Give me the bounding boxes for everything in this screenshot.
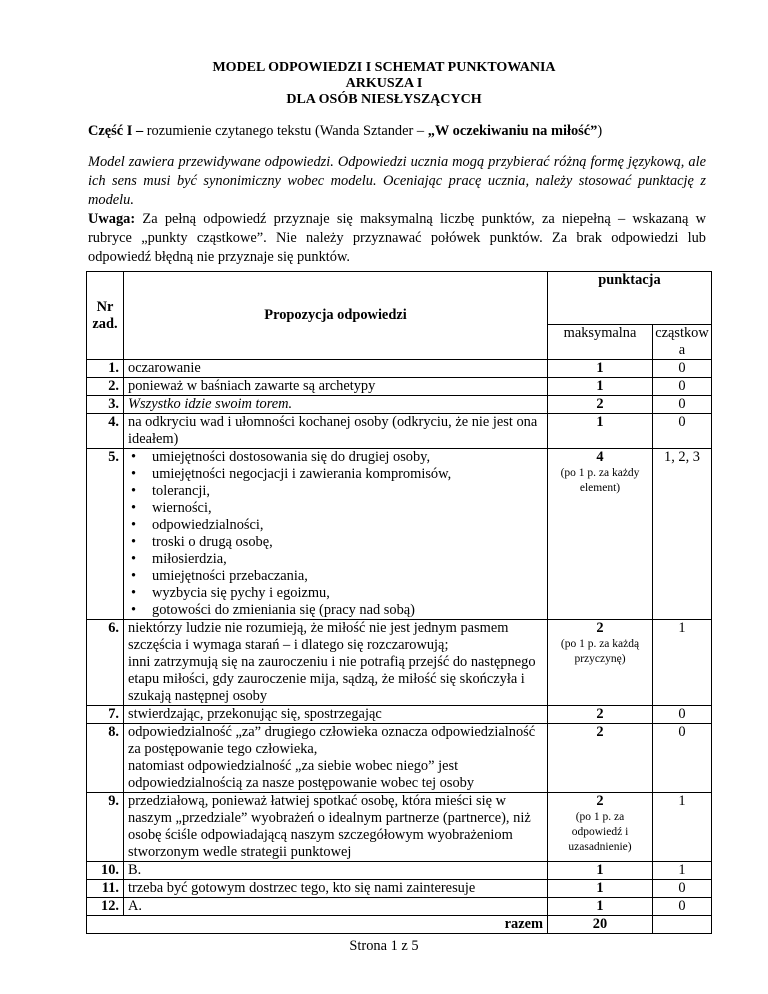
- table-row: [87, 620, 712, 706]
- answer-bullet: • wyzbycia się pychy i egoizmu,: [128, 585, 547, 602]
- answer-bullet: • odpowiedzialności,: [128, 517, 547, 534]
- total-empty: [653, 916, 712, 934]
- header-row: [87, 272, 712, 325]
- task-number: 7.: [87, 706, 124, 724]
- answer-cell: [124, 880, 548, 898]
- header-scoring: punktacja: [548, 272, 712, 325]
- answer-line: inni zatrzymują się na zauroczeniu i nie potrafią przejść do następnego etapu miłości, gdy zauroczenie mija, sądzą, że miłość się skończyła i szukają następnej osoby: [128, 654, 536, 704]
- answer-cell: [124, 396, 548, 414]
- note-text: Za pełną odpowiedź przyznaje się maksymalną liczbę punktów, za niepełną – wskazaną w rubryce „punkty cząstkowe”. Nie należy przyznawać połówek punktów. Za brak odpowiedzi lub odpowiedź błędną nie przyznaje się punktów.: [88, 211, 706, 265]
- max-note: (po 1 p. za każdy element): [560, 467, 640, 494]
- task-number: 1.: [87, 360, 124, 378]
- max-value: 2: [596, 724, 604, 740]
- answer-bullet: • troski o drugą osobę,: [128, 534, 547, 551]
- max-value: 1: [596, 862, 604, 878]
- max-value: 1: [596, 378, 604, 394]
- max-value: 1: [596, 880, 604, 896]
- partial-points: 0: [653, 378, 712, 396]
- answer-cell: [124, 378, 548, 396]
- scoring-table: [86, 271, 712, 934]
- task-number: 4.: [87, 414, 124, 449]
- max-points: [548, 706, 653, 724]
- part-heading: [88, 123, 602, 140]
- table-row: [87, 360, 712, 378]
- partial-points: 0: [653, 880, 712, 898]
- answer-bullet: • umiejętności przebaczania,: [128, 568, 547, 585]
- max-points: [548, 793, 653, 862]
- partial-points: 0: [653, 360, 712, 378]
- max-value: 2: [596, 620, 604, 636]
- header-partial: cząstkowa: [653, 325, 712, 360]
- answer-cell: [124, 414, 548, 449]
- answer-bullet: • umiejętności negocjacji i zawierania kompromisów,: [128, 466, 547, 483]
- task-number: 11.: [87, 880, 124, 898]
- max-points: [548, 360, 653, 378]
- answer-line: trzeba być gotowym dostrzec tego, kto się nami zainteresuje: [128, 880, 476, 896]
- max-points: [548, 449, 653, 620]
- max-points: [548, 724, 653, 793]
- intro-italic: Model zawiera przewidywane odpowiedzi. Odpowiedzi ucznia mogą przybierać różną formę językową, ale ich sens musi być synonimiczny wobec modelu. Oceniając pracę ucznia, należy stosować punktację z modelu.: [88, 154, 706, 208]
- title-line-3: DLA OSÓB NIESŁYSZĄCYCH: [286, 92, 482, 107]
- intro-note: [88, 210, 706, 267]
- partial-points: 0: [653, 396, 712, 414]
- max-points: [548, 396, 653, 414]
- total-label: razem: [87, 916, 548, 934]
- answer-cell: [124, 724, 548, 793]
- answer-line: odpowiedzialność „za” drugiego człowieka oznacza odpowiedzialność za postępowanie tego człowieka,: [128, 724, 536, 757]
- intro-paragraph: [88, 153, 706, 267]
- answer-line: przedziałową, ponieważ łatwiej spotkać osobę, która mieści się w naszym „przedziale” wyobrażeń o idealnym partnerze (partnerce), niż osobę ściśle odpowiadającą naszym szczegółowym wyobrażeniom stworzonym wedle strategii punktowej: [128, 793, 531, 860]
- answer-cell: [124, 793, 548, 862]
- note-label: Uwaga:: [88, 211, 136, 227]
- answer-line: na odkryciu wad i ułomności kochanej osoby (odkryciu, że nie jest ona ideałem): [128, 414, 538, 447]
- part-label: Część I –: [88, 123, 144, 139]
- answer-line: natomiast odpowiedzialność „za siebie wobec niego” jest odpowiedzialnością za nasze postępowanie wobec tej osoby: [128, 758, 475, 791]
- answer-bullet: • wierności,: [128, 500, 547, 517]
- answer-line: oczarowanie: [128, 360, 201, 376]
- partial-points: 0: [653, 724, 712, 793]
- answer-line: Wszystko idzie swoim torem.: [128, 396, 293, 412]
- max-points: [548, 880, 653, 898]
- title-line-2: ARKUSZA I: [345, 76, 423, 91]
- table-row: [87, 898, 712, 916]
- max-points: [548, 620, 653, 706]
- max-note: (po 1 p. za odpowiedź i uzasadnienie): [568, 811, 632, 853]
- table-row: [87, 414, 712, 449]
- title-line-1: MODEL ODPOWIEDZI I SCHEMAT PUNKTOWANIA: [212, 60, 556, 75]
- max-value: 1: [596, 898, 604, 914]
- task-number: 5.: [87, 449, 124, 620]
- partial-points: 1, 2, 3: [653, 449, 712, 620]
- partial-points: 0: [653, 706, 712, 724]
- table-row: [87, 378, 712, 396]
- answer-line: A.: [128, 898, 142, 914]
- partial-points: 1: [653, 793, 712, 862]
- table-row: [87, 724, 712, 793]
- part-close: ): [597, 123, 603, 139]
- total-row: [87, 916, 712, 934]
- table-row: [87, 706, 712, 724]
- task-number: 10.: [87, 862, 124, 880]
- table-row: [87, 396, 712, 414]
- max-value: 4: [596, 449, 604, 465]
- max-value: 2: [596, 706, 604, 722]
- answer-cell: [124, 862, 548, 880]
- header-proposal: Propozycja odpowiedzi: [124, 272, 548, 360]
- answer-bullet: • miłosierdzia,: [128, 551, 547, 568]
- max-points: [548, 414, 653, 449]
- max-points: [548, 898, 653, 916]
- answer-line: niektórzy ludzie nie rozumieją, że miłość nie jest jednym pasmem szczęścia i wymaga starań – i dlatego się rozczarowują;: [128, 620, 509, 653]
- answer-line: ponieważ w baśniach zawarte są archetypy: [128, 378, 376, 394]
- answer-bullet: • tolerancji,: [128, 483, 547, 500]
- table-row: [87, 449, 712, 620]
- task-number: 8.: [87, 724, 124, 793]
- max-value: 2: [596, 396, 604, 412]
- task-number: 12.: [87, 898, 124, 916]
- task-number: 3.: [87, 396, 124, 414]
- answer-bullet: • umiejętności dostosowania się do drugiej osoby,: [128, 449, 547, 466]
- scoring-table-body: [87, 272, 712, 934]
- partial-points: 1: [653, 620, 712, 706]
- max-note: (po 1 p. za każdą przyczynę): [560, 638, 640, 665]
- part-quote: „W oczekiwaniu na miłość”: [427, 123, 598, 139]
- answer-cell: [124, 360, 548, 378]
- answer-bullet: • gotowości do zmieniania się (pracy nad sobą): [128, 602, 547, 619]
- max-points: [548, 378, 653, 396]
- max-points: [548, 862, 653, 880]
- partial-points: 0: [653, 414, 712, 449]
- max-value: 2: [596, 793, 604, 809]
- document-title: [0, 60, 768, 108]
- answer-cell: [124, 620, 548, 706]
- task-number: 6.: [87, 620, 124, 706]
- max-value: 1: [596, 414, 604, 430]
- answer-cell: [124, 706, 548, 724]
- max-value: 1: [596, 360, 604, 376]
- partial-points: 0: [653, 898, 712, 916]
- answer-line: stwierdzając, przekonując się, spostrzegając: [128, 706, 382, 722]
- table-row: [87, 793, 712, 862]
- table-row: [87, 862, 712, 880]
- total-value: 20: [548, 916, 653, 934]
- header-nr: Nr zad.: [87, 272, 124, 360]
- part-desc: rozumienie czytanego tekstu (Wanda Sztander –: [143, 123, 428, 139]
- partial-points: 1: [653, 862, 712, 880]
- table-row: [87, 880, 712, 898]
- task-number: 2.: [87, 378, 124, 396]
- answer-line: B.: [128, 862, 142, 878]
- answer-cell: [124, 898, 548, 916]
- task-number: 9.: [87, 793, 124, 862]
- header-max: maksymalna: [548, 325, 653, 360]
- page-footer: Strona 1 z 5: [349, 938, 419, 954]
- answer-cell: [124, 449, 548, 620]
